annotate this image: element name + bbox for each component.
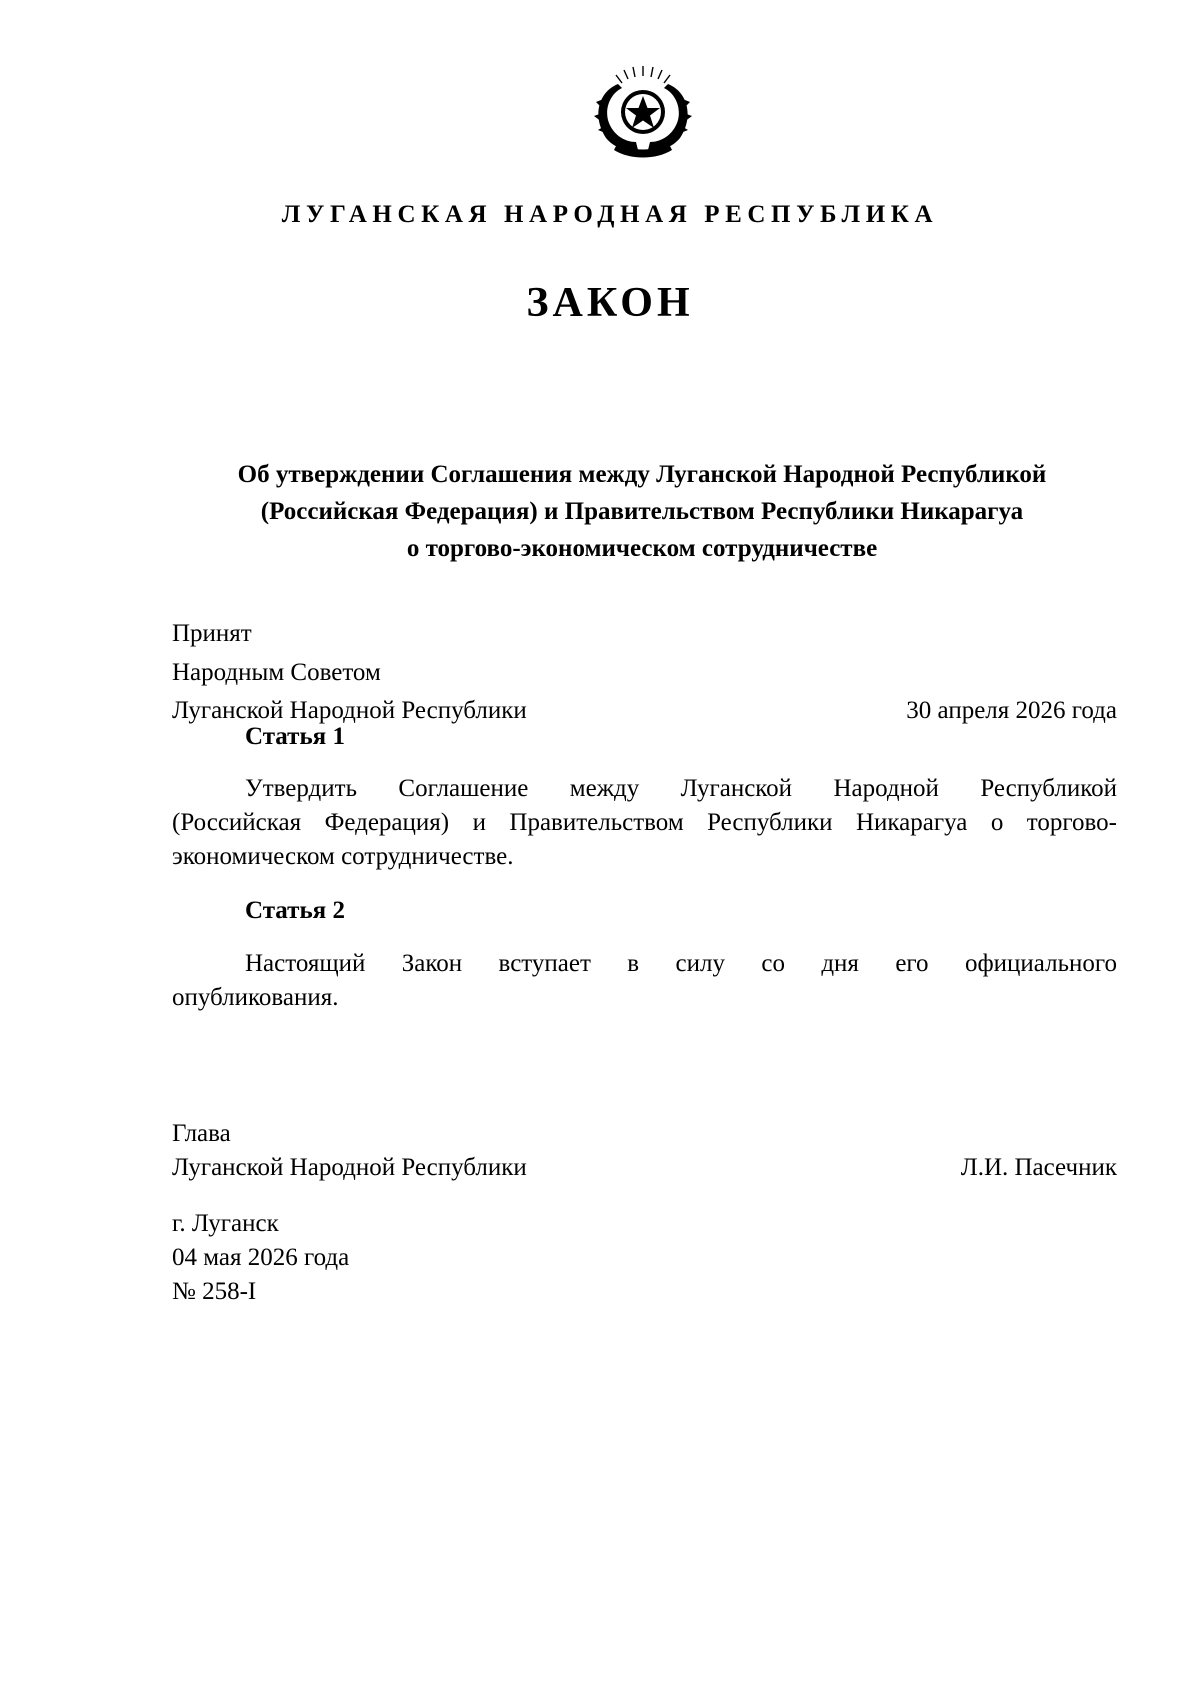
article-2-line: Настоящий Закон вступает в силу со дня его официального — [245, 950, 1117, 977]
article-2-line: опубликования. — [172, 984, 339, 1011]
signatory-name: Л.И. Пасечник — [960, 1154, 1117, 1181]
adoption-block — [172, 615, 1117, 731]
law-number: № 258-I — [172, 1278, 257, 1305]
law-title-line: (Российская Федерация) и Правительством Республики Никарагуа — [260, 498, 1024, 525]
article-1-text — [172, 772, 1117, 874]
adoption-date: 30 апреля 2026 года — [906, 697, 1117, 724]
document-type-heading: ЗАКОН — [526, 280, 694, 326]
law-title-line: о торгово-экономическом сотрудничестве — [406, 535, 878, 562]
adoption-body-republic: Луганской Народной Республики — [172, 697, 527, 724]
article-2-heading: Статья 2 — [245, 897, 345, 924]
article-1-line: экономическом сотрудничестве. — [172, 843, 514, 870]
signature-block — [172, 1117, 1117, 1185]
adoption-body: Народным Советом — [172, 658, 381, 686]
article-2-text — [172, 947, 1117, 1015]
signatory-title: Глава — [172, 1120, 231, 1147]
article-1-heading: Статья 1 — [245, 723, 345, 750]
law-title-line: Об утверждении Соглашения между Луганской Народной Республикой — [237, 461, 1047, 488]
coat-of-arms-icon — [588, 62, 698, 158]
signing-date: 04 мая 2026 года — [172, 1244, 350, 1271]
signatory-republic: Луганской Народной Республики — [172, 1154, 527, 1181]
place-date-number — [172, 1207, 772, 1309]
republic-name: ЛУГАНСКАЯ НАРОДНАЯ РЕСПУБЛИКА — [281, 201, 939, 228]
law-title — [172, 456, 1112, 567]
adoption-label: Принят — [172, 620, 252, 647]
city: г. Луганск — [172, 1210, 279, 1237]
article-1-line: Утвердить Соглашение между Луганской Народной Республикой — [245, 775, 1117, 802]
signature-row — [172, 1151, 1117, 1185]
article-1-line: (Российская Федерация) и Правительством Республики Никарагуа о торгово- — [172, 809, 1117, 836]
